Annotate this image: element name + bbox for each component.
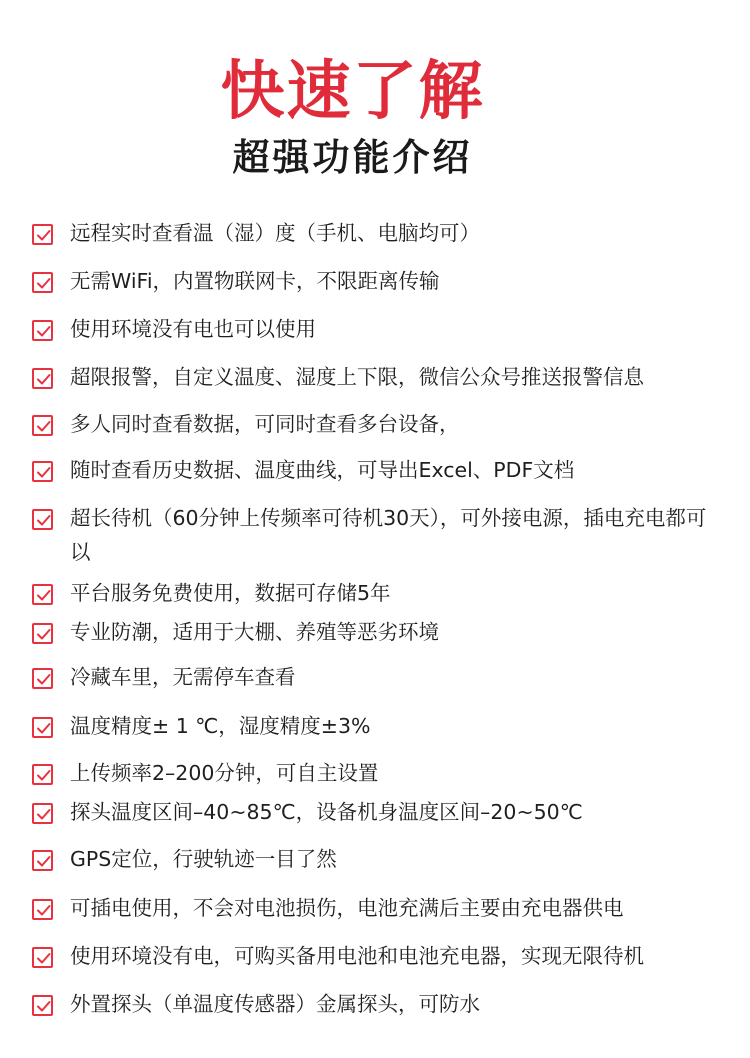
checkbox-checked-icon <box>32 899 53 920</box>
checkbox-checked-icon <box>32 415 53 436</box>
page-title: 快速了解 <box>220 55 485 129</box>
feature-text: 冷藏车里，无需停车查看 <box>70 665 296 689</box>
checkbox-checked-icon <box>32 368 53 389</box>
checkbox-checked-icon <box>32 717 53 738</box>
checkbox-checked-icon <box>32 668 53 689</box>
feature-text: 专业防潮，适用于大棚、养殖等恶劣环境 <box>70 620 439 644</box>
feature-text: 超限报警，自定义温度、湿度上下限，微信公众号推送报警信息 <box>70 365 644 389</box>
page-subtitle: 超强功能介绍 <box>232 136 473 179</box>
feature-text: 超长待机（60分钟上传频率可待机30天），可外接电源，插电充电都可以 <box>70 506 707 564</box>
checkbox-checked-icon <box>32 764 53 785</box>
feature-text: 使用环境没有电也可以使用 <box>70 317 316 341</box>
feature-text: 使用环境没有电，可购买备用电池和电池充电器，实现无限待机 <box>70 944 644 968</box>
checkbox-checked-icon <box>32 461 53 482</box>
feature-text: 外置探头（单温度传感器）金属探头，可防水 <box>70 992 480 1016</box>
feature-text: 远程实时查看温（湿）度（手机、电脑均可） <box>70 221 480 245</box>
feature-text: 平台服务免费使用，数据可存储5年 <box>70 581 391 605</box>
feature-text: 多人同时查看数据，可同时查看多台设备， <box>70 412 460 436</box>
checkbox-checked-icon <box>32 623 53 644</box>
feature-text: 可插电使用，不会对电池损伤，电池充满后主要由充电器供电 <box>70 896 624 920</box>
feature-text: GPS定位，行驶轨迹一目了然 <box>70 847 337 871</box>
checkbox-checked-icon <box>32 584 53 605</box>
checkbox-checked-icon <box>32 995 53 1016</box>
feature-text: 无需WiFi，内置物联网卡，不限距离传输 <box>70 269 440 293</box>
feature-text: 上传频率2–200分钟，可自主设置 <box>70 761 379 785</box>
checkbox-checked-icon <box>32 509 53 530</box>
feature-text: 随时查看历史数据、温度曲线，可导出Excel、PDF文档 <box>70 458 575 482</box>
feature-text: 温度精度± 1 ℃，湿度精度±3% <box>70 714 371 738</box>
checkbox-checked-icon <box>32 850 53 871</box>
checkbox-checked-icon <box>32 224 53 245</box>
checkbox-checked-icon <box>32 272 53 293</box>
checkbox-checked-icon <box>32 803 53 824</box>
feature-text: 探头温度区间–40~85℃，设备机身温度区间–20~50℃ <box>70 800 583 824</box>
checkbox-checked-icon <box>32 947 53 968</box>
checkbox-checked-icon <box>32 320 53 341</box>
